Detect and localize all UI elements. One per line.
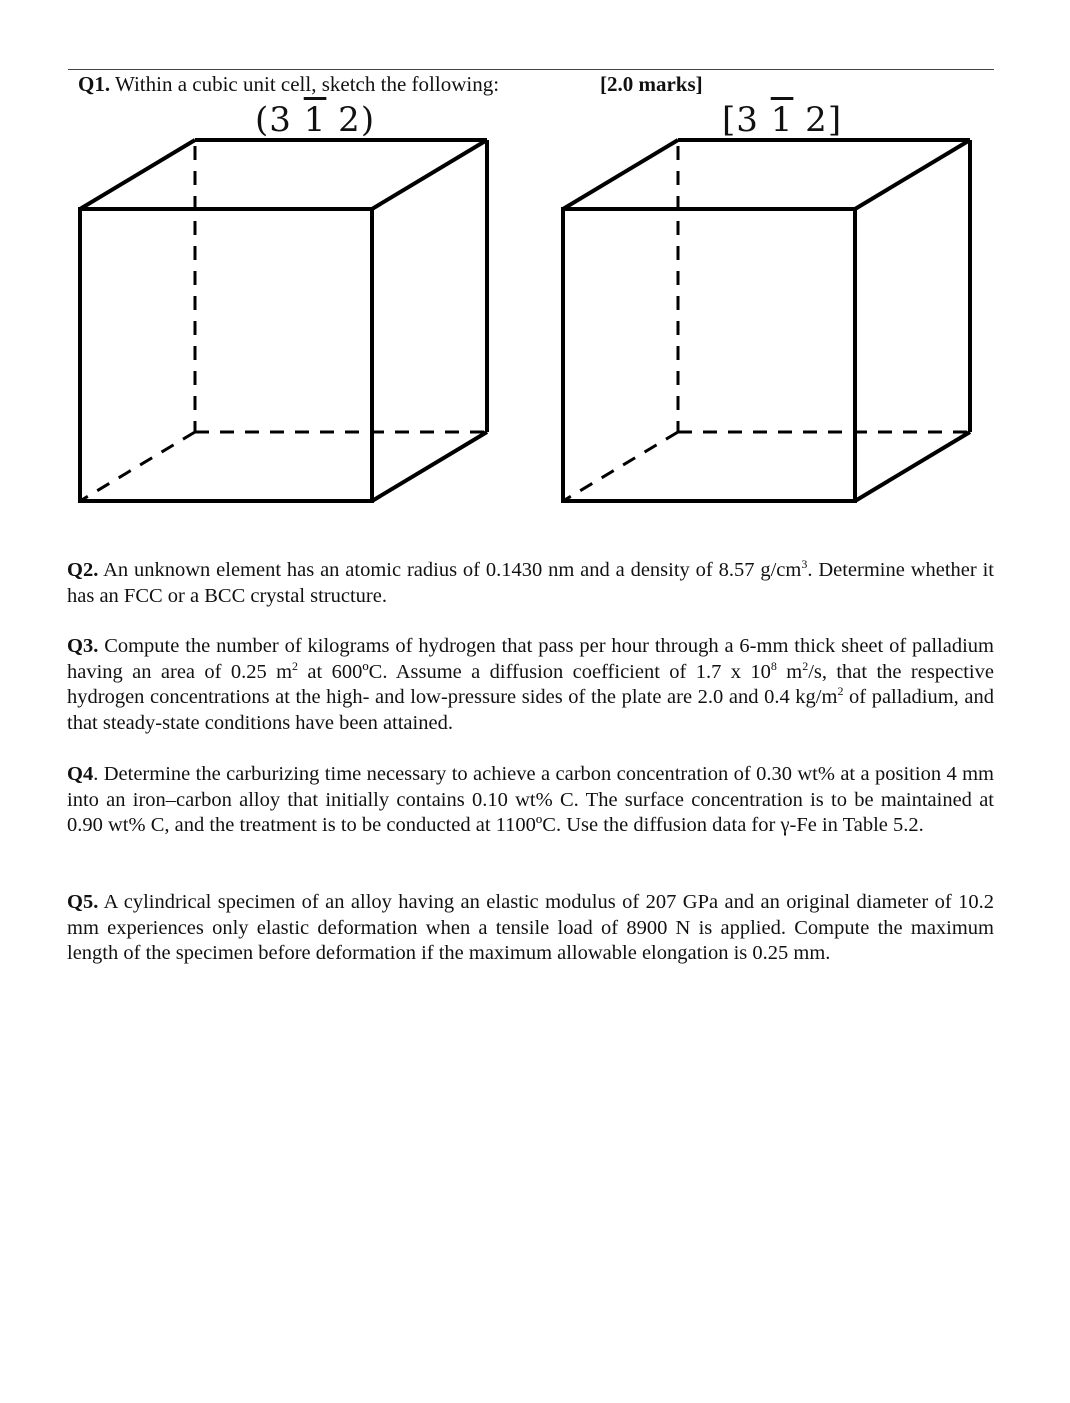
question-3: Q3. Compute the number of kilograms of hydrogen that pass per hour through a 6-mm thick sheet of palladium having an area of 0.25 $m^2$ at 600ºC. Assume a diffusion coefficient of 1.7 x $10^8$ $m^2/s$, that the respective hydrogen concentrations at the high- and low-pressure sides of the plate are 2.0 and 0.4 $kg/m^2$ of palladium, and that steady-state conditions have been attained. [67, 635, 994, 734]
cube-edge [855, 432, 970, 501]
cube-front-face [80, 209, 372, 501]
hidden-edge [80, 432, 195, 501]
overbar-index: 1 [303, 100, 327, 140]
unit-cell-cube-right [553, 138, 983, 513]
q3-label: Q3. [67, 635, 99, 657]
q2-label: Q2. [67, 559, 99, 581]
cube-edge [563, 140, 678, 209]
question-4: Q4. Determine the carburizing time necessary to achieve a carbon concentration of 0.30 wt% at a position 4 mm into an iron–carbon alloy that initially contains 0.10 wt% C. The surface concentration is to be maintained at 0.90 wt% C, and the treatment is to be conducted at 1100ºC. Use the diffusion data for γ-Fe in Table 5.2. [67, 763, 994, 836]
miller-plane-notation: (3 1 2) [255, 100, 376, 140]
q1-text: Within a cubic unit cell, sketch the following: [114, 72, 500, 96]
miller-direction-notation: [3 1 2] [722, 100, 843, 140]
overbar-index: 1 [770, 100, 794, 140]
question-5: Q5. A cylindrical specimen of an alloy having an elastic modulus of 207 GPa and an original diameter of 10.2 mm experiences only elastic deformation when a tensile load of 8900 N is applied. Compute the maximum length of the specimen before deformation if the maximum allowable elongation is 0.25 mm. [67, 891, 994, 964]
q1-label: Q1. [78, 72, 111, 96]
q5-label: Q5. [67, 891, 99, 913]
cube-edge [372, 140, 487, 209]
cube-edge [80, 140, 195, 209]
q4-label: Q4 [67, 763, 94, 785]
hidden-edge [563, 432, 678, 501]
cube-edge [855, 140, 970, 209]
header-rule [68, 69, 994, 70]
unit-cell-cube-left [70, 138, 500, 513]
q1-prompt [78, 72, 499, 97]
cube-edge [372, 432, 487, 501]
question-2: Q2. An unknown element has an atomic radius of 0.1430 nm and a density of 8.57 $g/cm^3$. Determine whether it has an FCC or a BCC crystal structure. [67, 557, 994, 607]
cube-front-face [563, 209, 855, 501]
q1-marks: [2.0 marks] [600, 72, 703, 96]
